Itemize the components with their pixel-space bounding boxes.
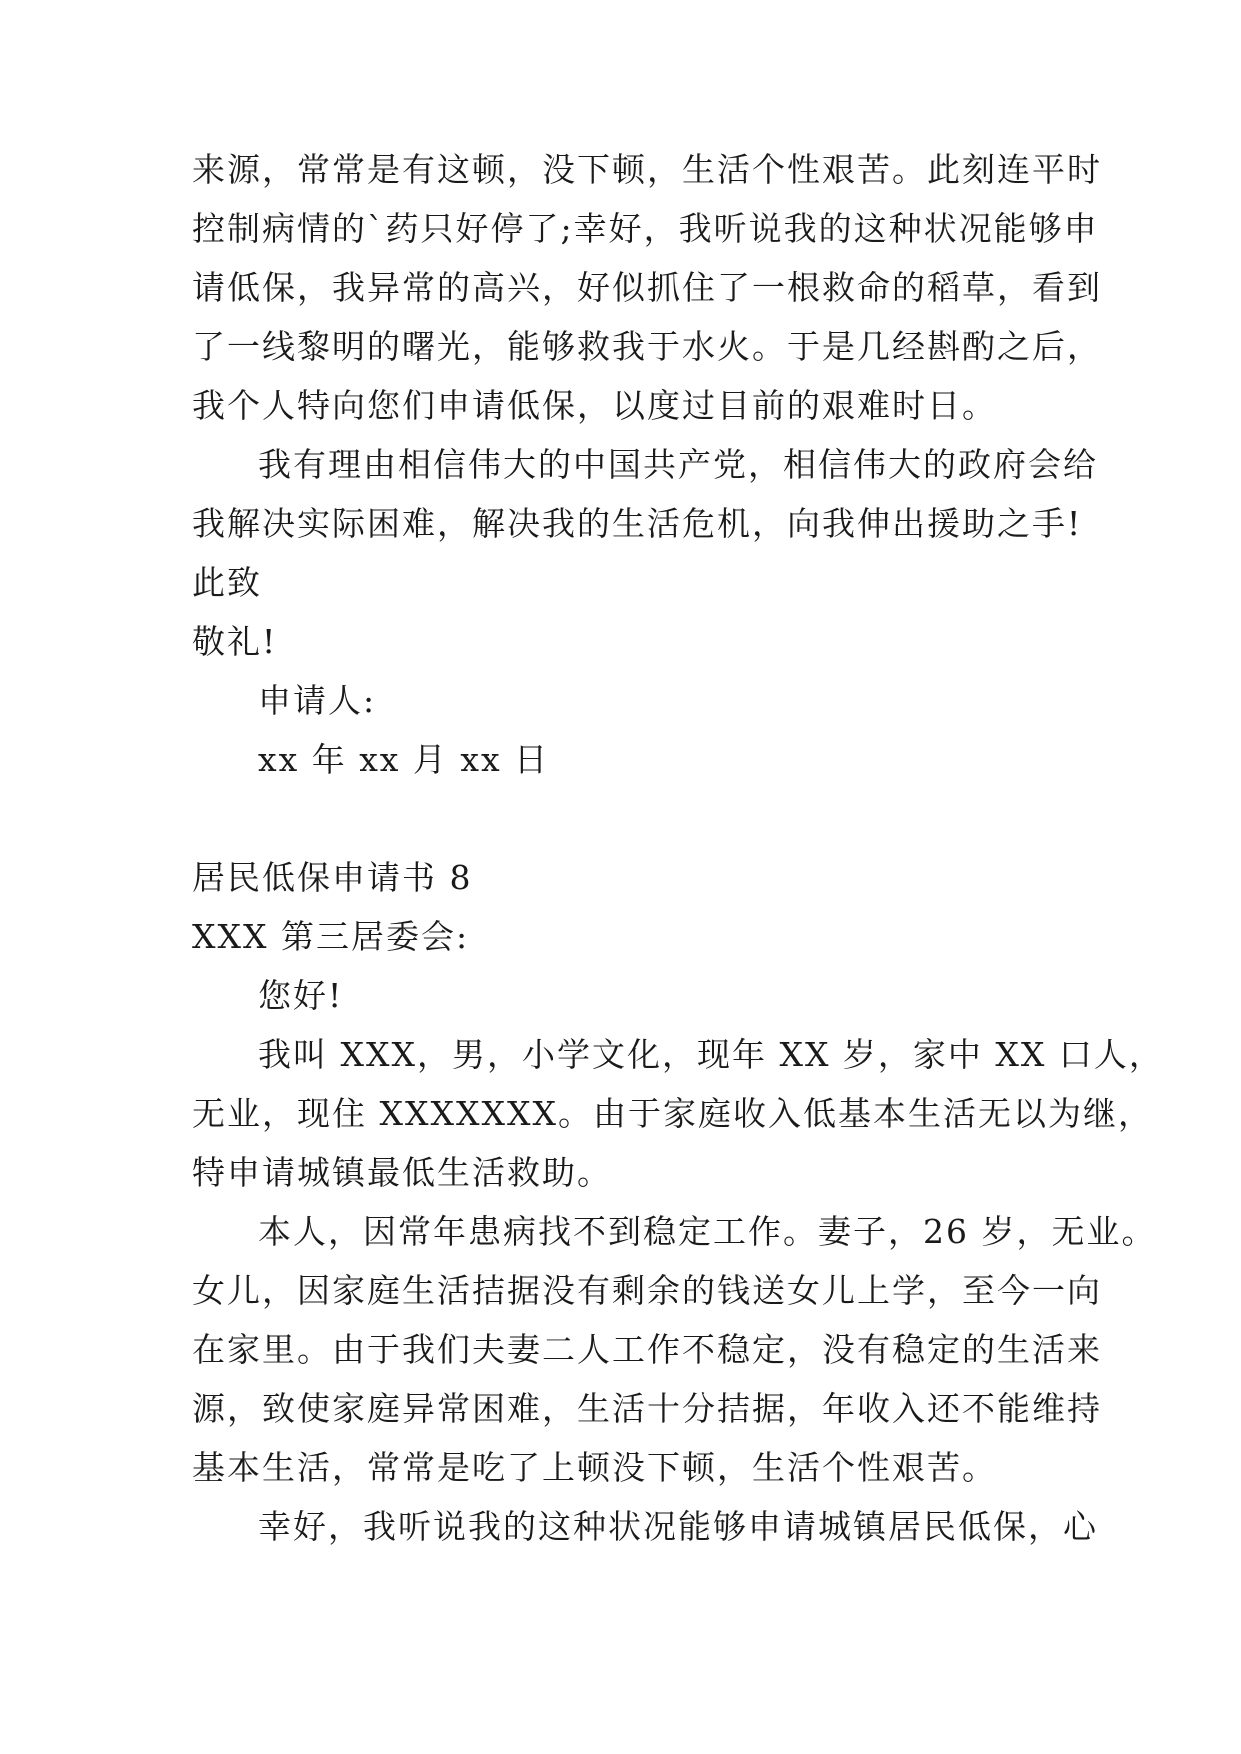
paragraph-line: 我解决实际困难，解决我的生活危机，向我伸出援助之手!: [192, 504, 1083, 543]
paragraph-line: 无业，现住 XXXXXXX。由于家庭收入低基本生活无以为继，: [192, 1094, 1153, 1133]
paragraph-line: 女儿，因家庭生活拮据没有剩余的钱送女儿上学，至今一向: [192, 1271, 1102, 1310]
paragraph-line: 我个人特向您们申请低保，以度过目前的艰难时日。: [192, 386, 997, 425]
paragraph-line: 源，致使家庭异常困难，生活十分拮据，年收入还不能维持: [192, 1389, 1102, 1428]
paragraph-line: 来源，常常是有这顿，没下顿，生活个性艰苦。此刻连平时: [192, 150, 1102, 189]
applicant-signature: 申请人:: [258, 681, 377, 720]
recipient-line: XXX 第三居委会:: [192, 917, 470, 956]
paragraph-line: 控制病情的`药只好停了;幸好，我听说我的这种状况能够申: [192, 209, 1099, 248]
paragraph-line: 在家里。由于我们夫妻二人工作不稳定，没有稳定的生活来: [192, 1330, 1102, 1369]
paragraph-line: 特申请城镇最低生活救助。: [192, 1153, 612, 1192]
paragraph-line: 基本生活，常常是吃了上顿没下顿，生活个性艰苦。: [192, 1448, 997, 1487]
paragraph-line: 请低保，我异常的高兴，好似抓住了一根救命的稻草，看到: [192, 268, 1102, 307]
paragraph-line: 幸好，我听说我的这种状况能够申请城镇居民低保，心: [258, 1507, 1098, 1546]
signature-date: xx 年 xx 月 xx 日: [258, 740, 550, 779]
greeting-line: 您好!: [258, 976, 344, 1015]
paragraph-line: 我有理由相信伟大的中国共产党，相信伟大的政府会给: [258, 445, 1098, 484]
paragraph-line: 本人，因常年患病找不到稳定工作。妻子，26 岁，无业。: [258, 1212, 1157, 1251]
closing-salutation: 此致: [192, 563, 262, 602]
section-title: 居民低保申请书 8: [192, 858, 473, 897]
paragraph-line: 我叫 XXX，男，小学文化，现年 XX 岁，家中 XX 口人，: [258, 1035, 1164, 1074]
paragraph-line: 了一线黎明的曙光，能够救我于水火。于是几经斟酌之后，: [192, 327, 1102, 366]
closing-salutation: 敬礼!: [192, 622, 278, 661]
